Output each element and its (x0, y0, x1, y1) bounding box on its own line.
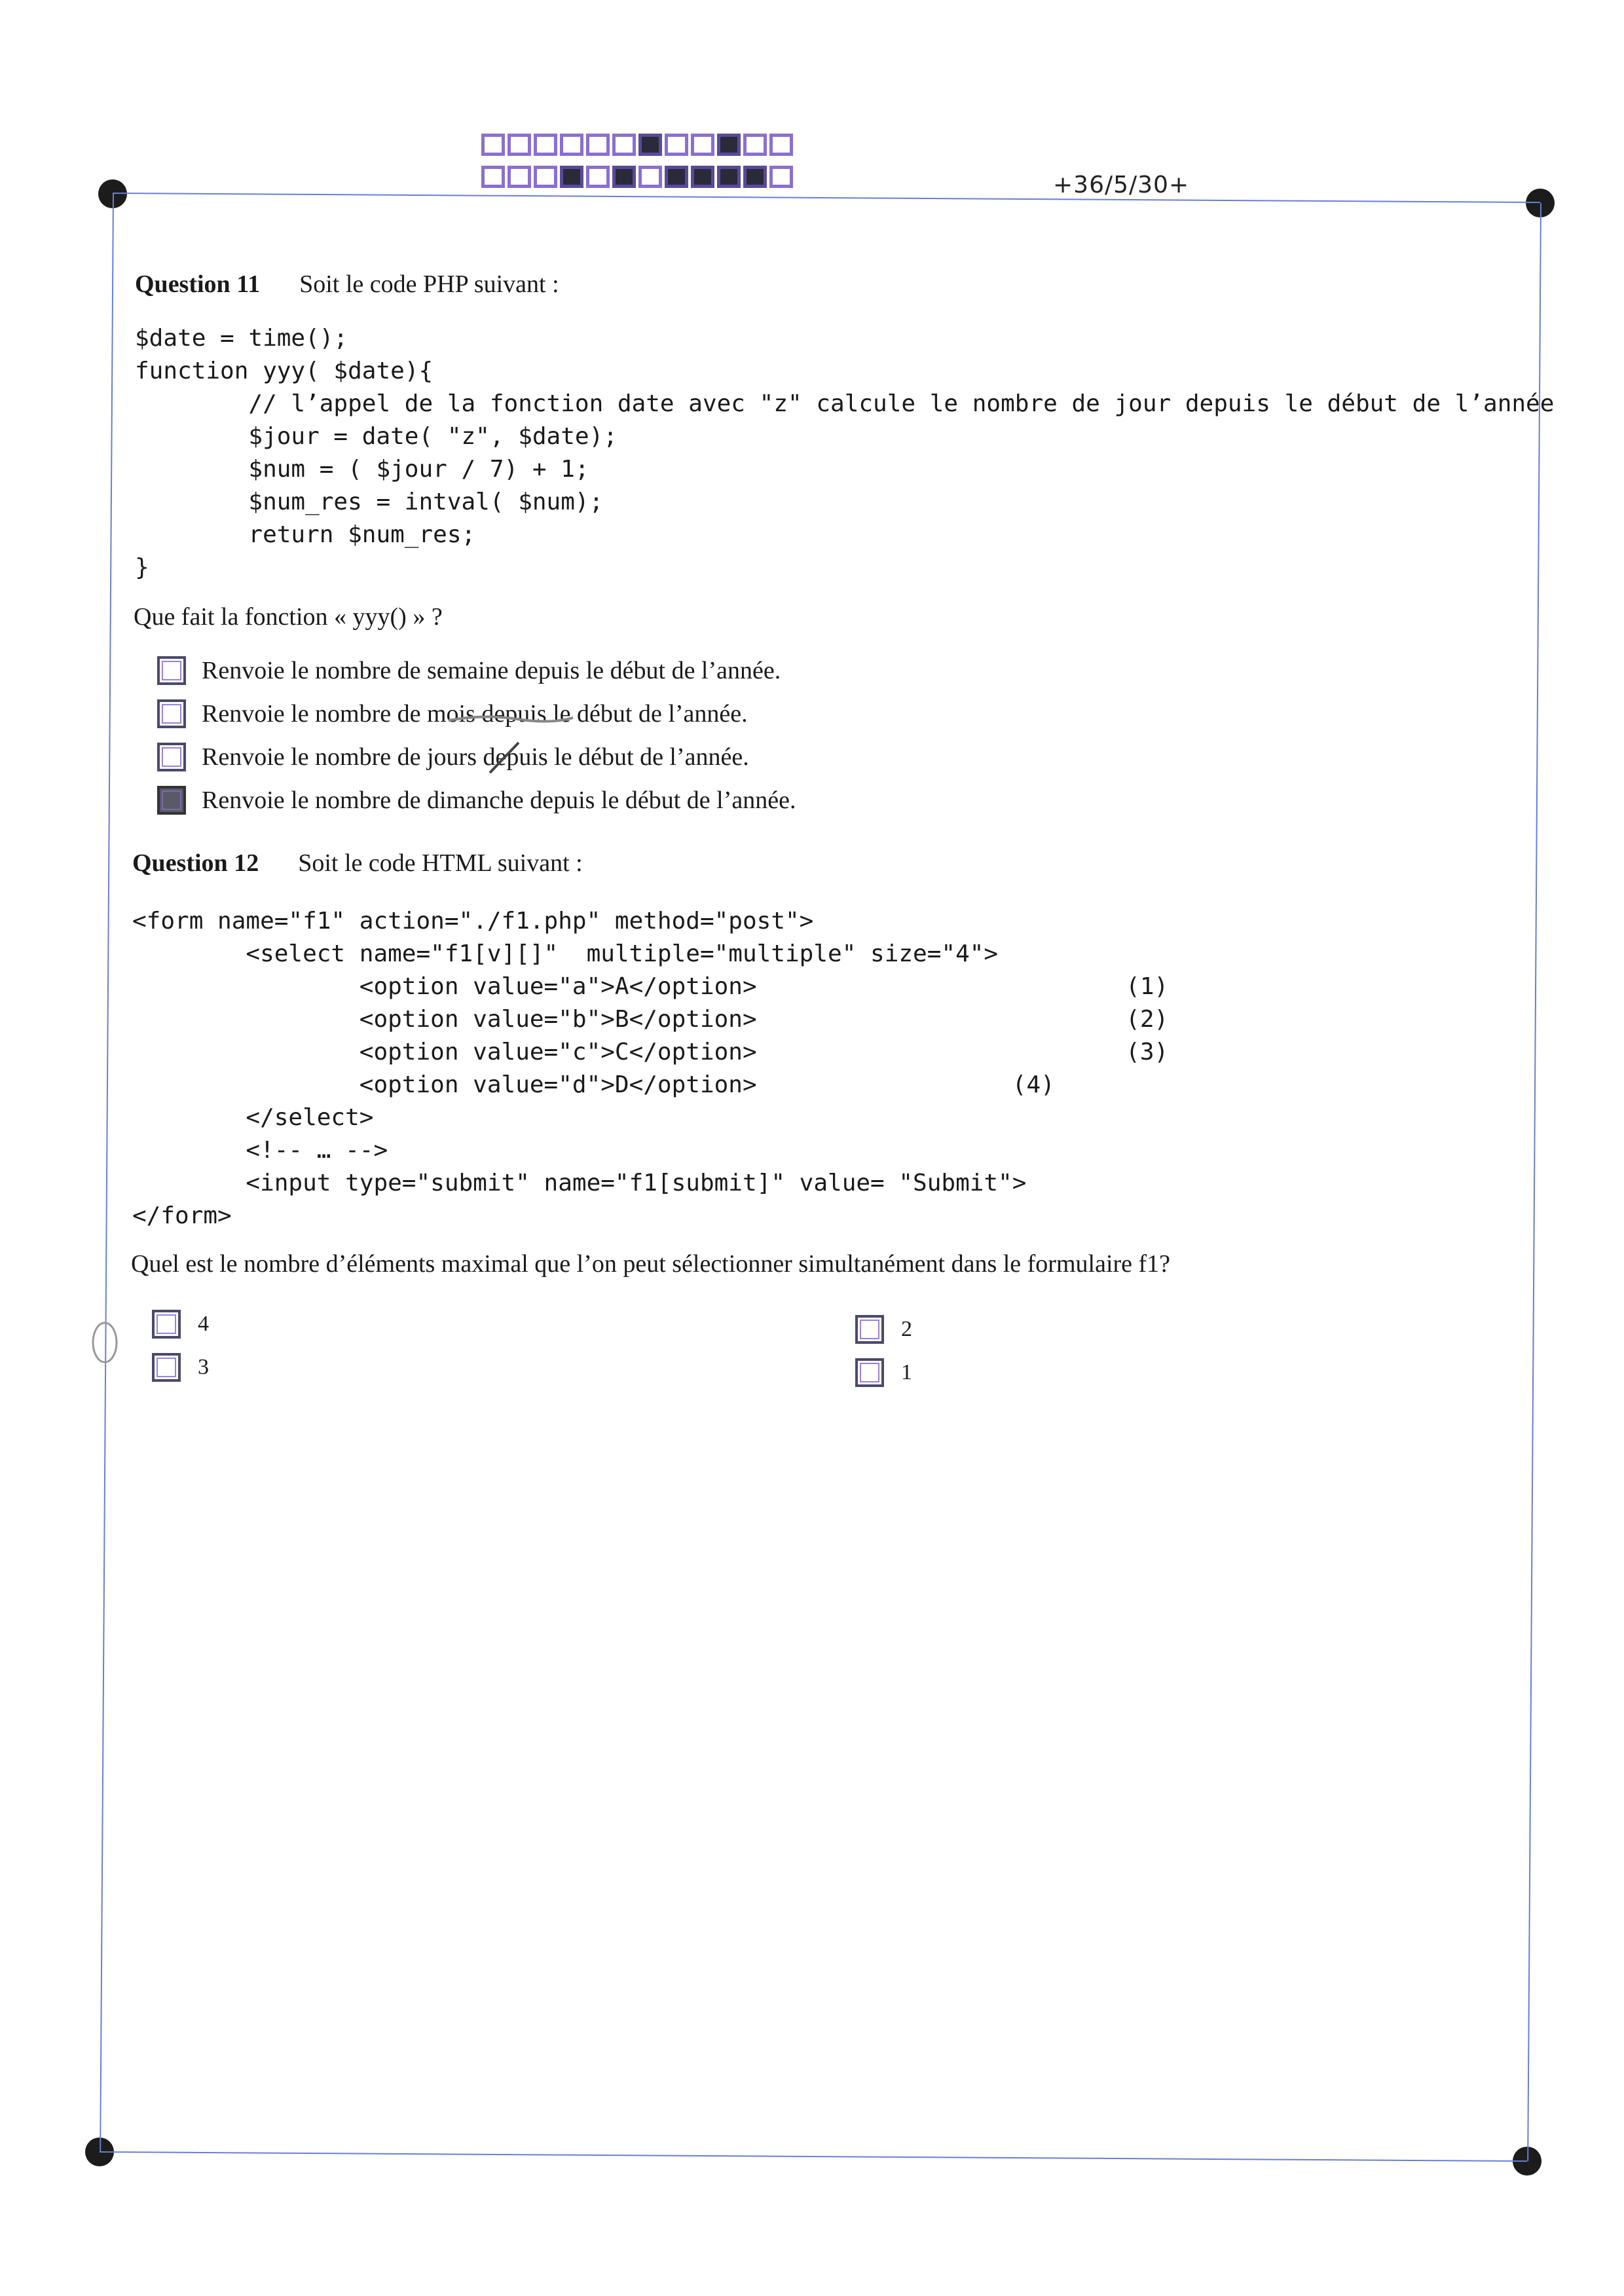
html-code-block: <form name="f1" action="./f1.php" method="post"> <select name="f1[v][]" multiple="multiple" size="4"> <option value="a">A</option> (1) <option value="b">B</option> (2) <option value="c">C</option> (3) <option value="d">D</option> (4) </select> <!-- … --> <input type="submit" name="f1[submit]" value= "Submit"> </form> (132, 908, 1169, 1229)
barcode-cell (534, 134, 557, 156)
barcode-cell (612, 134, 636, 156)
handwritten-margin-mark (85, 1316, 124, 1369)
barcode-cell (665, 166, 688, 188)
barcode-cell (586, 166, 610, 188)
question-intro: Soit le code HTML suivant : (298, 849, 583, 877)
choice-label: Renvoie le nombre de mois depuis le début de l’année. (202, 700, 748, 728)
barcode-cell (743, 134, 767, 156)
barcode-cell (481, 134, 505, 156)
q11-choice-4[interactable] (157, 786, 796, 815)
question-12-prompt: Quel est le nombre d’éléments maximal que l’on peut sélectionner simultanément dans le formulaire f1? (131, 1250, 1171, 1278)
barcode-cell (534, 166, 557, 188)
checkbox[interactable] (152, 1310, 181, 1339)
barcode-cell (507, 166, 531, 188)
strike-mark-mois (445, 709, 576, 728)
page-id: +36/5/30+ (1053, 172, 1190, 198)
strike-mark-jours (485, 739, 524, 778)
choice-label: 4 (198, 1312, 209, 1336)
frame-left (100, 194, 114, 2152)
barcode-cell (691, 166, 714, 188)
barcode-cell (717, 134, 741, 156)
q11-choice-1[interactable] (157, 656, 781, 685)
question-11-prompt: Que fait la fonction « yyy() » ? (134, 603, 443, 631)
barcode-cell (691, 134, 714, 156)
question-number: Question 12 (132, 849, 259, 877)
choice-label: 2 (901, 1317, 912, 1341)
q12-choice-2[interactable] (855, 1315, 912, 1344)
q12-choice-1[interactable] (855, 1358, 912, 1387)
barcode-cell (769, 134, 793, 156)
question-11-heading (135, 270, 559, 299)
choice-label: 1 (901, 1360, 912, 1384)
checkbox[interactable] (157, 656, 186, 685)
barcode-cell (769, 166, 793, 188)
question-number: Question 11 (135, 270, 261, 298)
barcode-cell (560, 166, 583, 188)
barcode-cell (507, 134, 531, 156)
checkbox-checked[interactable] (157, 786, 186, 815)
checkbox[interactable] (855, 1358, 884, 1387)
barcode-cell (612, 166, 636, 188)
barcode-row-2 (481, 166, 793, 188)
barcode-cell (717, 166, 741, 188)
barcode-cell (743, 166, 767, 188)
barcode-cell (481, 166, 505, 188)
barcode-cell (586, 134, 610, 156)
choice-label: Renvoie le nombre de jours depuis le début de l’année. (202, 743, 749, 771)
php-code-block: $date = time(); function yyy( $date){ // l’appel de la fonction date avec "z" calcule le nombre de jour depuis le début de l’année $jour = date( "z", $date); $num = ( $jour / 7) + 1; $num_res = intval( $num); return $num_res; } (135, 325, 1555, 581)
barcode-row-1 (481, 134, 793, 156)
frame-bottom (100, 2151, 1527, 2162)
frame-top (113, 193, 1540, 203)
choice-label: Renvoie le nombre de semaine depuis le début de l’année. (202, 657, 781, 684)
choice-label: Renvoie le nombre de dimanche depuis le début de l’année. (202, 787, 796, 814)
checkbox[interactable] (157, 699, 186, 728)
checkbox[interactable] (152, 1353, 181, 1382)
checkbox[interactable] (855, 1315, 884, 1344)
barcode-cell (665, 134, 688, 156)
checkbox[interactable] (157, 743, 186, 771)
q12-choice-3[interactable] (152, 1353, 209, 1382)
barcode-cell (560, 134, 583, 156)
barcode-cell (638, 166, 662, 188)
q11-choice-3[interactable] (157, 743, 749, 771)
question-intro: Soit le code PHP suivant : (299, 270, 559, 298)
barcode-cell (638, 134, 662, 156)
q12-choice-4[interactable] (152, 1310, 209, 1339)
choice-label: 3 (198, 1355, 209, 1379)
question-12-heading (132, 849, 583, 878)
